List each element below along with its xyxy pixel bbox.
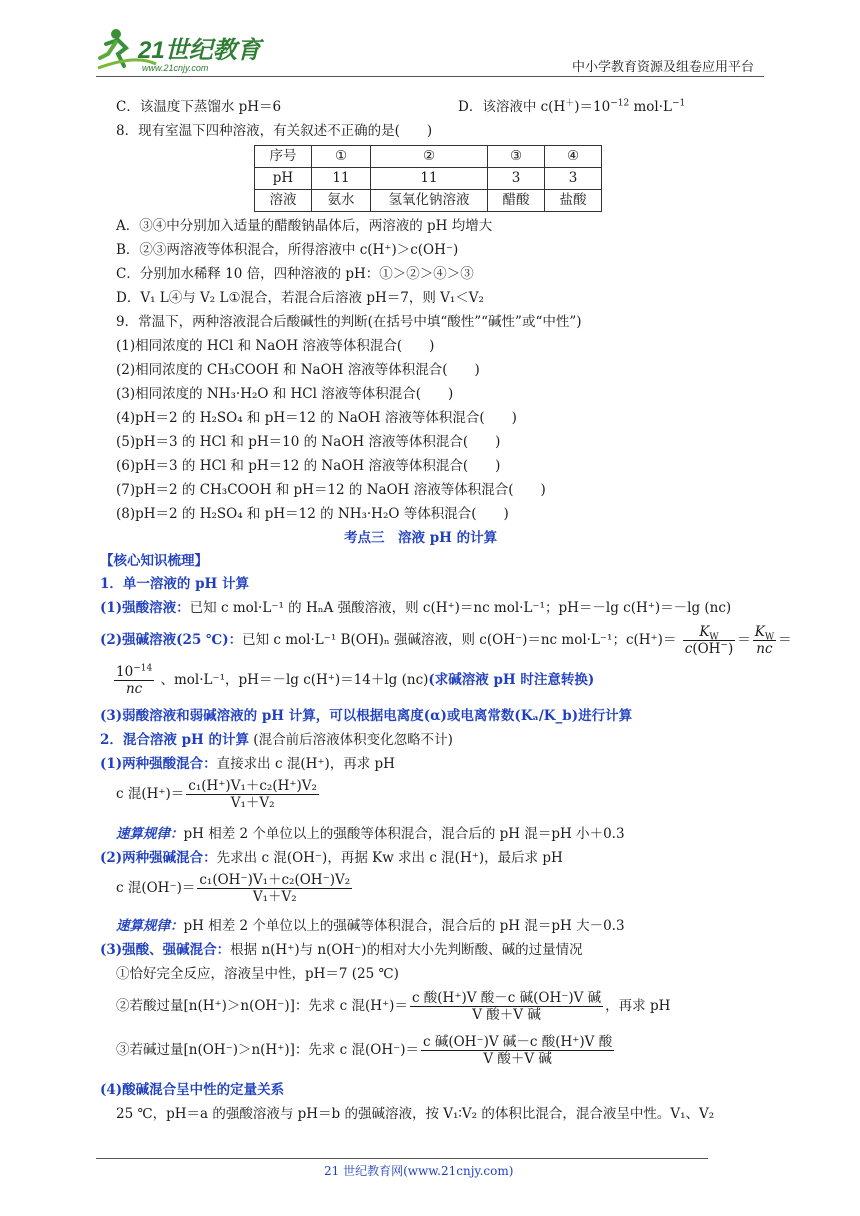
q8-stem: 8．现有室温下四种溶液，有关叙述不正确的是( ) — [116, 123, 433, 139]
list-item: (5)pH＝3 的 HCl 和 pH＝10 的 NaOH 溶液等体积混合( ) — [116, 434, 501, 450]
q8-option-a: A．③④中分别加入适量的醋酸钠晶体后，两溶液的 pH 均增大 — [116, 218, 493, 234]
table-row: 序号 ① ② ③ ④ — [255, 146, 602, 168]
heading-2: 2．混合溶液 pH 的计算 (混合前后溶液体积变化忽略不计) — [100, 732, 453, 748]
svg-text:www.21cnjy.com: www.21cnjy.com — [142, 63, 209, 73]
base-mix-fraction: $\frac{\text{c₁(OH⁻)V₁＋c₂(OH⁻)V₂}}{\text{V₁＋V₂}}$ — [199, 872, 351, 906]
kw-over-nc-fraction: $\frac{K_W}{nc}$ — [754, 624, 775, 658]
base-excess-case: ③若碱过量[n(OH⁻)＞n(H⁺)]：先求 c 混(OH⁻)＝ $\frac{\text{c 碱(OH⁻)V 碱－c 酸(H⁺)V 酸}}{\text{V 酸＋V 碱}}$ — [116, 1034, 613, 1068]
list-item: (2)相同浓度的 CH₃COOH 和 NaOH 溶液等体积混合( ) — [116, 362, 480, 378]
list-item: (4)pH＝2 的 H₂SO₄ 和 pH＝12 的 NaOH 溶液等体积混合( ) — [116, 410, 517, 426]
acid-excess-fraction: $\frac{\text{c 酸(H⁺)V 酸－c 碱(OH⁻)V 碱}}{\text{V 酸＋V 碱}}$ — [411, 990, 602, 1024]
q8-option-d: D．V₁ L④与 V₂ L①混合，若混合后溶液 pH＝7，则 V₁＜V₂ — [116, 290, 484, 306]
runner-logo-icon — [96, 24, 266, 74]
table-row: 溶液 氨水 氢氧化钠溶液 醋酸 盐酸 — [255, 190, 602, 212]
last-line: 25 ℃，pH＝a 的强酸溶液与 pH＝b 的强碱溶液，按 V₁∶V₂ 的体积比混合，混合液呈中性。V₁、V₂ — [116, 1106, 715, 1122]
acid-excess-case: ②若酸过量[n(H⁺)＞n(OH⁻)]：先求 c 混(H⁺)＝ $\frac{\text{c 酸(H⁺)V 酸－c 碱(OH⁻)V 碱}}{\text{V 酸＋V 碱}}$ ，再求 pH — [116, 990, 671, 1024]
svg-text:21世纪教育: 21世纪教育 — [138, 37, 261, 64]
neutral-case: ①恰好完全反应，溶液呈中性，pH＝7 (25 ℃) — [116, 966, 399, 982]
list-item: (6)pH＝3 的 HCl 和 pH＝12 的 NaOH 溶液等体积混合( ) — [116, 458, 501, 474]
strong-base-line-2: $\frac{10^{-14}}{nc}$ 、mol·L⁻¹，pH＝－lg c(H⁺)＝14＋lg (nc)(求碱溶液 pH 时注意转换) — [116, 663, 595, 698]
logo — [96, 24, 266, 78]
heading-1: 1．单一溶液的 pH 计算 — [100, 576, 249, 592]
core-heading: 【核心知识梳理】 — [100, 553, 208, 569]
list-item: (7)pH＝2 的 CH₃COOH 和 pH＝12 的 NaOH 溶液等体积混合( ) — [116, 482, 546, 498]
strong-acid-line: (1)强酸溶液：已知 c mol·L⁻¹ 的 HₙA 强酸溶液，则 c(H⁺)＝nc mol·L⁻¹；pH＝－lg c(H⁺)＝－lg (nc) — [100, 600, 732, 616]
weak-acid-line: (3)弱酸溶液和弱碱溶液的 pH 计算，可以根据电离度(α)或电离常数(Kₐ/K_b)进行计算 — [100, 708, 633, 724]
two-bases-formula: c 混(OH⁻)＝ $\frac{\text{c₁(OH⁻)V₁＋c₂(OH⁻)V₂}}{\text{V₁＋V₂}}$ — [116, 872, 351, 906]
acid-mix-fraction: $\frac{\text{c₁(H⁺)V₁＋c₂(H⁺)V₂}}{\text{V₁＋V₂}}$ — [188, 778, 317, 812]
q8-table — [254, 145, 602, 212]
q7-option-d: D．该溶液中 $c(H^+)=10^{-12}$ $mol\cdot L^{-1}$ — [458, 98, 686, 115]
list-item: (1)相同浓度的 HCl 和 NaOH 溶液等体积混合( ) — [116, 338, 435, 354]
acid-rule: 速算规律：pH 相差 2 个单位以上的强酸等体积混合，混合后的 pH 混＝pH 小＋0.3 — [116, 826, 625, 842]
footer-divider — [96, 1158, 708, 1159]
platform-name: 中小学教育资源及组卷应用平台 — [572, 60, 755, 75]
two-acids-line: (1)两种强酸混合：直接求出 c 混(H⁺)，再求 pH — [100, 756, 395, 772]
kw-over-coh-fraction: $\frac{K_W}{c(OH^-)}$ — [684, 624, 734, 658]
q8-option-b: B．②③两溶液等体积混合，所得溶液中 c(H⁺)＞c(OH⁻) — [116, 242, 459, 258]
list-item: (3)相同浓度的 NH₃·H₂O 和 HCl 溶液等体积混合( ) — [116, 386, 454, 402]
ten-over-nc-fraction: $\frac{10^{-14}}{nc}$ — [116, 663, 153, 698]
header-divider — [96, 76, 764, 77]
q9-stem: 9．常温下，两种溶液混合后酸碱性的判断(在括号中填“酸性”“碱性”或“中性”) — [116, 314, 582, 330]
q8-option-c: C．分别加水稀释 10 倍，四种溶液的 pH：①＞②＞④＞③ — [116, 266, 474, 282]
heading-4: (4)酸碱混合呈中性的定量关系 — [100, 1082, 285, 1098]
list-item: (8)pH＝2 的 H₂SO₄ 和 pH＝12 的 NH₃·H₂O 等体积混合( ) — [116, 506, 509, 522]
footer-text: 21 世纪教育网(www.21cnjy.com) — [324, 1164, 514, 1178]
two-bases-line: (2)两种强碱混合：先求出 c 混(OH⁻)，再据 Kw 求出 c 混(H⁺)，最后求 pH — [100, 850, 563, 866]
section-title: 考点三 溶液 pH 的计算 — [344, 530, 498, 546]
table-row: pH 11 11 3 3 — [255, 168, 602, 190]
acid-base-line: (3)强酸、强碱混合：根据 n(H⁺)与 n(OH⁻)的相对大小先判断酸、碱的过量情况 — [100, 942, 583, 958]
two-acids-formula: c 混(H⁺)＝ $\frac{\text{c₁(H⁺)V₁＋c₂(H⁺)V₂}}{\text{V₁＋V₂}}$ — [116, 778, 317, 812]
q7-option-c: C．该温度下蒸馏水 pH＝6 — [116, 99, 282, 115]
base-rule: 速算规律：pH 相差 2 个单位以上的强碱等体积混合，混合后的 pH 混＝pH 大－0.3 — [116, 918, 625, 934]
strong-base-line: (2)强碱溶液(25 ℃)：已知 c mol·L⁻¹ B(OH)ₙ 强碱溶液，则 c(OH⁻)＝nc mol·L⁻¹；c(H⁺)＝ $\frac{K_W}{c(OH^-)}$ ＝ $\frac{K_W}{nc}$ ＝ — [100, 624, 792, 658]
base-excess-fraction: $\frac{\text{c 碱(OH⁻)V 碱－c 酸(H⁺)V 酸}}{\text{V 酸＋V 碱}}$ — [423, 1034, 613, 1068]
